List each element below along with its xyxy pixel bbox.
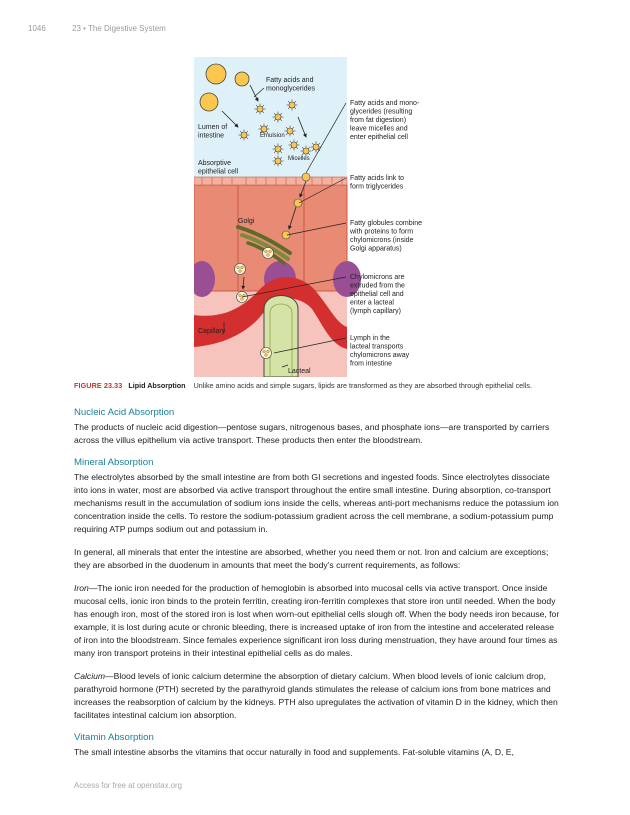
heading-mineral: Mineral Absorption: [74, 457, 154, 468]
paragraph-mineral-1: The electrolytes absorbed by the small intestine are from both GI secretions and ingested foods. Since electrolytes dissociate into ions in water, most are absorbed via active transport throughout the entire small intestine. During absorption, co-transport mechanisms result in the accumulation of sodium ions inside the cells, whereas anti-port mechanisms reduce the potassium ion concentration inside the cells. To restore the sodium-potassium gradient across the cell membrane, a sodium-potassium pump requiring ATP pumps sodium out and potassium in.: [74, 472, 559, 534]
label-capillary: Capillary: [198, 328, 226, 335]
label-fatty-acids: Fatty acids and monoglycerides: [266, 77, 316, 93]
paragraph-calcium: [74, 670, 560, 722]
label-lumen: Lumen of intestine: [198, 124, 228, 140]
chylomicron-golgi: [263, 248, 274, 259]
caption-title: Lipid Absorption: [128, 381, 186, 390]
lacteal-vessel: [264, 296, 298, 378]
callout-lymph: Lymph in the lacteal transports chylomicrons away from intestine: [350, 335, 410, 368]
calcium-text: —Blood levels of ionic calcium determine the absorption of dietary calcium. When blood levels of ionic calcium drop, parathyroid hormone (PTH) secreted by the parathyroid glands stimulates the release of calcium ions from bone matrices and increases the reabsorption of calcium by the kidneys. PTH also upregulates the activation of vitamin D in the kidney, which then facilitates intestinal calcium ion absorption.: [74, 671, 558, 720]
fat-globule: [282, 231, 290, 239]
callout-enter-cell: Fatty acids and mono- glycerides (resulting from fat digestion) leave micelles and enter epithelial cell: [350, 100, 420, 141]
paragraph-vitamin: The small intestine absorbs the vitamins that occur naturally in food and supplements. Fat-soluble vitamins (A, D, E,: [74, 747, 514, 757]
paragraph-nucleic-acid: The products of nucleic acid digestion—pentose sugars, nitrogenous bases, and phosphate ions—are transported by carriers across the villus epithelium via active transport. These products then enter the bloodstream.: [74, 422, 550, 445]
page-footer[interactable]: Access for free at openstax.org: [74, 781, 182, 790]
figure-caption: [74, 381, 560, 391]
chylomicron-lacteal: [261, 348, 272, 359]
absorbed-fatty-acid: [302, 173, 310, 181]
calcium-term: Calcium: [74, 671, 106, 681]
caption-text: Unlike amino acids and simple sugars, lipids are transformed as they are absorbed through epithelial cells.: [193, 381, 532, 390]
running-head: [28, 24, 166, 33]
heading-vitamin: Vitamin Absorption: [74, 732, 154, 743]
callout-triglycerides: Fatty acids link to form triglycerides: [350, 175, 405, 191]
label-golgi: Golgi: [238, 218, 255, 225]
figure-illustration: [194, 57, 554, 377]
label-lacteal: Lacteal: [288, 368, 311, 375]
page-number: 1046: [28, 24, 46, 33]
body-content: [74, 407, 560, 769]
heading-nucleic-acid: Nucleic Acid Absorption: [74, 407, 175, 418]
callout-chylomicrons: Fatty globules combine with proteins to form chylomicrons (inside Golgi apparatus): [350, 220, 422, 253]
chapter-title: 23 • The Digestive System: [72, 24, 166, 33]
lipid-absorption-figure: [194, 57, 554, 377]
paragraph-iron: [74, 582, 560, 660]
chylomicron-vesicle: [235, 264, 246, 275]
iron-term: Iron: [74, 583, 89, 593]
callout-extruded: Chylomicrons are extruded from the epithelial cell and enter a lacteal (lymph capillary): [350, 274, 405, 315]
caption-label: FIGURE 23.33: [74, 381, 123, 390]
label-micelles: Micelles: [288, 156, 310, 162]
iron-text: —The ionic iron needed for the production of hemoglobin is absorbed into mucosal cells via active transport. Once inside mucosal cells, ionic iron binds to the protein ferritin, creating iron-ferritin complexes that store iron until needed. When the body has enough iron, most of the stored iron is lost when worn-out epithelial cells slough off. When the body needs iron because, for example, it is lost during acute or chronic bleeding, there is increased uptake of iron from the intestine and accelerated release of iron into the bloodstream. Since females experience significant iron loss during menstruation, they have around four times as many iron transport proteins in their intestinal epithelial cells as do males.: [74, 583, 560, 658]
label-absorptive-cell: Absorptive epithelial cell: [198, 160, 239, 176]
paragraph-mineral-2: In general, all minerals that enter the intestine are absorbed, whether you need them or not. Iron and calcium are exceptions; they are absorbed in the duodenum in amounts that meet the body’s current requirements, as follows:: [74, 547, 549, 570]
label-emulsion: Emulsion: [260, 133, 285, 139]
triglyceride: [294, 199, 302, 207]
